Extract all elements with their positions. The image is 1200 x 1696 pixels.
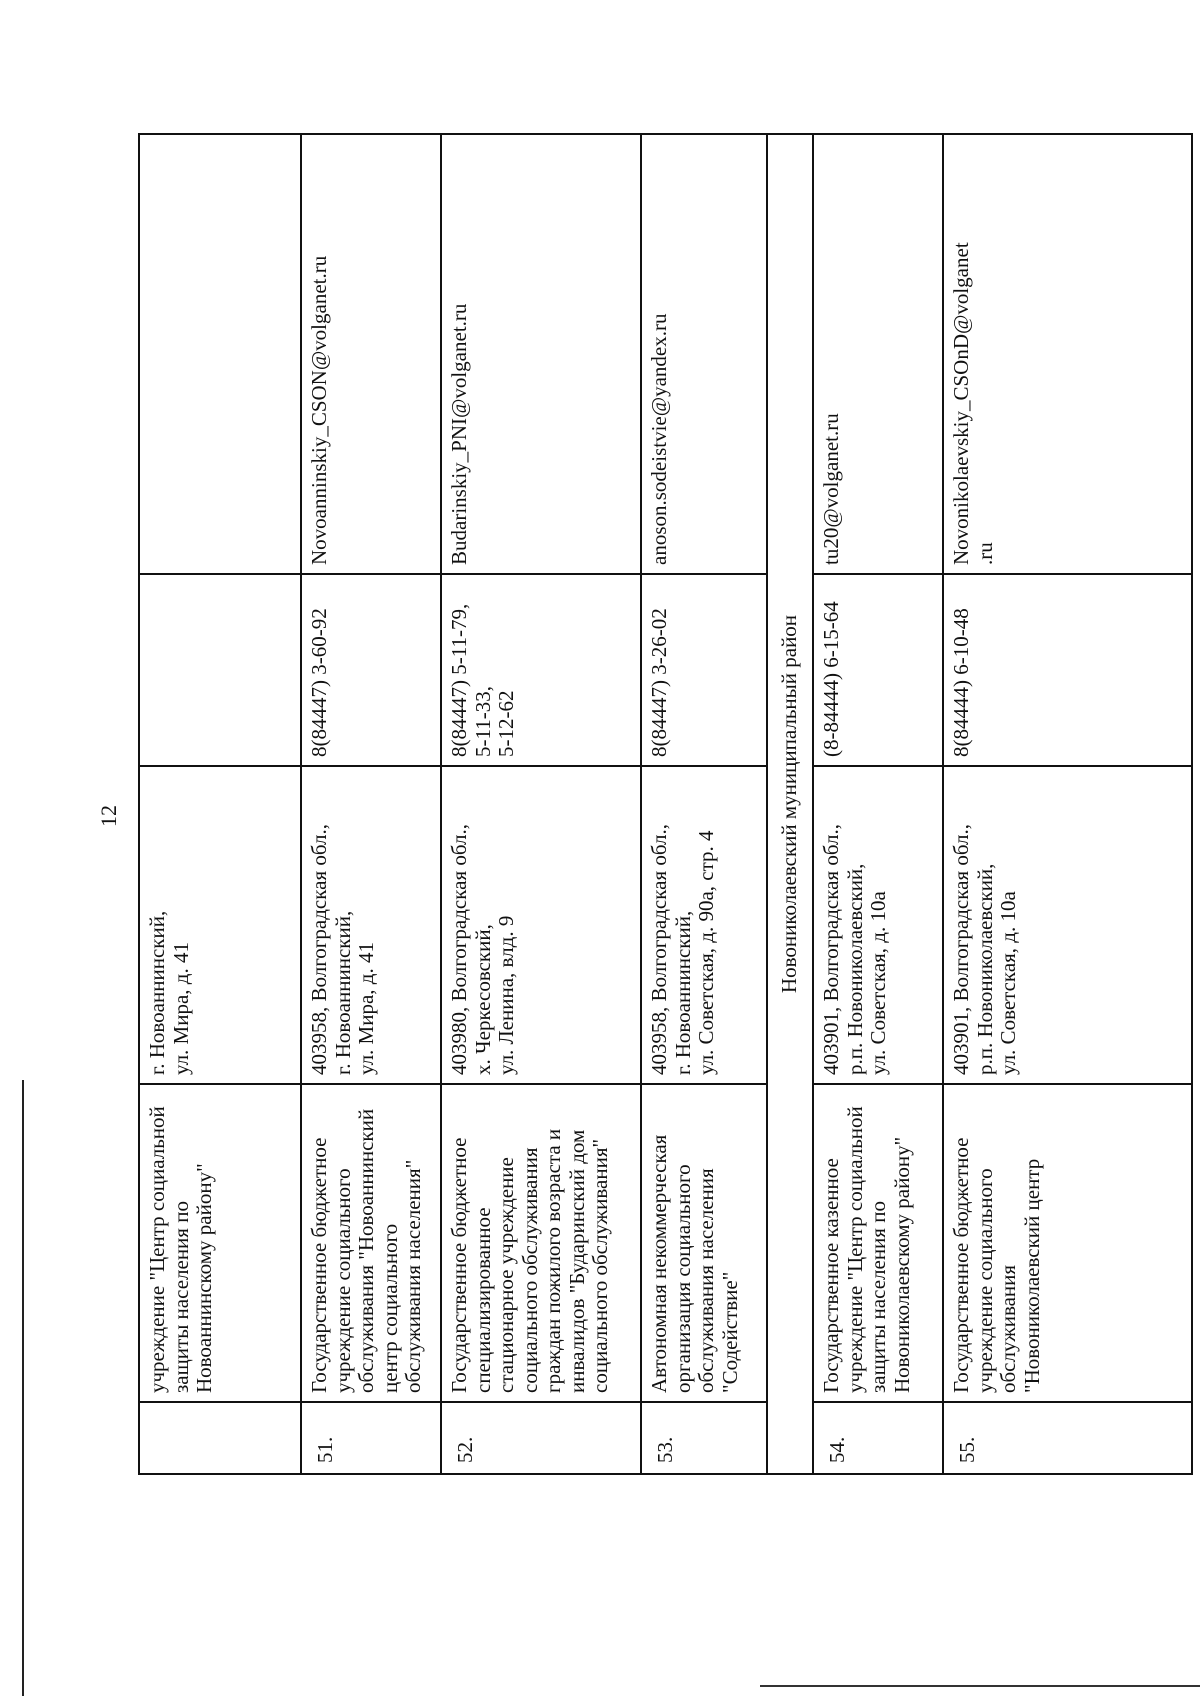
table-row bbox=[441, 134, 641, 1474]
organization-address: 403901, Волгоградская обл., р.п. Новониколаевский, ул. Советская, д. 10а bbox=[813, 766, 943, 1084]
organization-phone: 8(84447) 5-11-79, 5-11-33, 5-12-62 bbox=[441, 574, 641, 766]
organization-phone: 8(84447) 3-60-92 bbox=[301, 574, 441, 766]
organization-address: 403901, Волгоградская обл., р.п. Новониколаевский, ул. Советская, д. 10а bbox=[943, 766, 1192, 1084]
organization-name: Государственное бюджетное учреждение социального обслуживания "Новоаннинский центр социального обслуживания населения" bbox=[301, 1084, 441, 1402]
table-row bbox=[139, 134, 301, 1474]
table-row bbox=[641, 134, 767, 1474]
section-row bbox=[767, 134, 813, 1474]
table-row bbox=[813, 134, 943, 1474]
organization-name: Государственное бюджетное специализированное стационарное учреждение социального обслуживания граждан пожилого возраста и инвалидов "Бударинский дом социального обслуживания" bbox=[441, 1084, 641, 1402]
row-number: 52. bbox=[441, 1402, 641, 1474]
organization-address: 403958, Волгоградская обл., г. Новоаннинский, ул. Советская, д. 90а, стр. 4 bbox=[641, 766, 767, 1084]
organization-address: г. Новоаннинский, ул. Мира, д. 41 bbox=[139, 766, 301, 1084]
row-number: 53. bbox=[641, 1402, 767, 1474]
scan-edge-bottom bbox=[760, 1685, 1200, 1687]
section-title: Новониколаевский муниципальный район bbox=[767, 134, 813, 1474]
organizations-table-rotated bbox=[138, 135, 1191, 1475]
row-number: 54. bbox=[813, 1402, 943, 1474]
organization-phone: 8(84444) 6-10-48 bbox=[943, 574, 1192, 766]
organization-name: Государственное бюджетное учреждение социального обслуживания "Новониколаевский центр bbox=[943, 1084, 1192, 1402]
row-number bbox=[139, 1402, 301, 1474]
organization-name: учреждение "Центр социальной защиты населения по Новоаннинскому району" bbox=[139, 1084, 301, 1402]
organization-address: 403958, Волгоградская обл., г. Новоаннинский, ул. Мира, д. 41 bbox=[301, 766, 441, 1084]
organization-email: Novonikolaevskiy_CSOnD@volganet .ru bbox=[943, 134, 1192, 574]
organization-phone: 8(84447) 3-26-02 bbox=[641, 574, 767, 766]
organization-email: Novoanninskiy_CSON@volganet.ru bbox=[301, 134, 441, 574]
row-number: 55. bbox=[943, 1402, 1192, 1474]
table-row bbox=[943, 134, 1192, 1474]
organization-phone: (8-84444) 6-15-64 bbox=[813, 574, 943, 766]
organization-name: Автономная некоммерческая организация социального обслуживания населения "Содействие" bbox=[641, 1084, 767, 1402]
organization-email bbox=[139, 134, 301, 574]
organization-address: 403980, Волгоградская обл., х. Черкесовский, ул. Ленина, влд. 9 bbox=[441, 766, 641, 1084]
row-number: 51. bbox=[301, 1402, 441, 1474]
organization-email: anoson.sodeistvie@yandex.ru bbox=[641, 134, 767, 574]
organization-email: tu20@volganet.ru bbox=[813, 134, 943, 574]
page-number: 12 bbox=[96, 805, 121, 827]
organizations-table bbox=[138, 133, 1193, 1475]
scan-edge-left bbox=[22, 1080, 24, 1696]
organization-name: Государственное казенное учреждение "Центр социальной защиты населения по Новониколаевскому району" bbox=[813, 1084, 943, 1402]
organization-email: Budarinskiy_PNI@volganet.ru bbox=[441, 134, 641, 574]
table-row bbox=[301, 134, 441, 1474]
organization-phone bbox=[139, 574, 301, 766]
